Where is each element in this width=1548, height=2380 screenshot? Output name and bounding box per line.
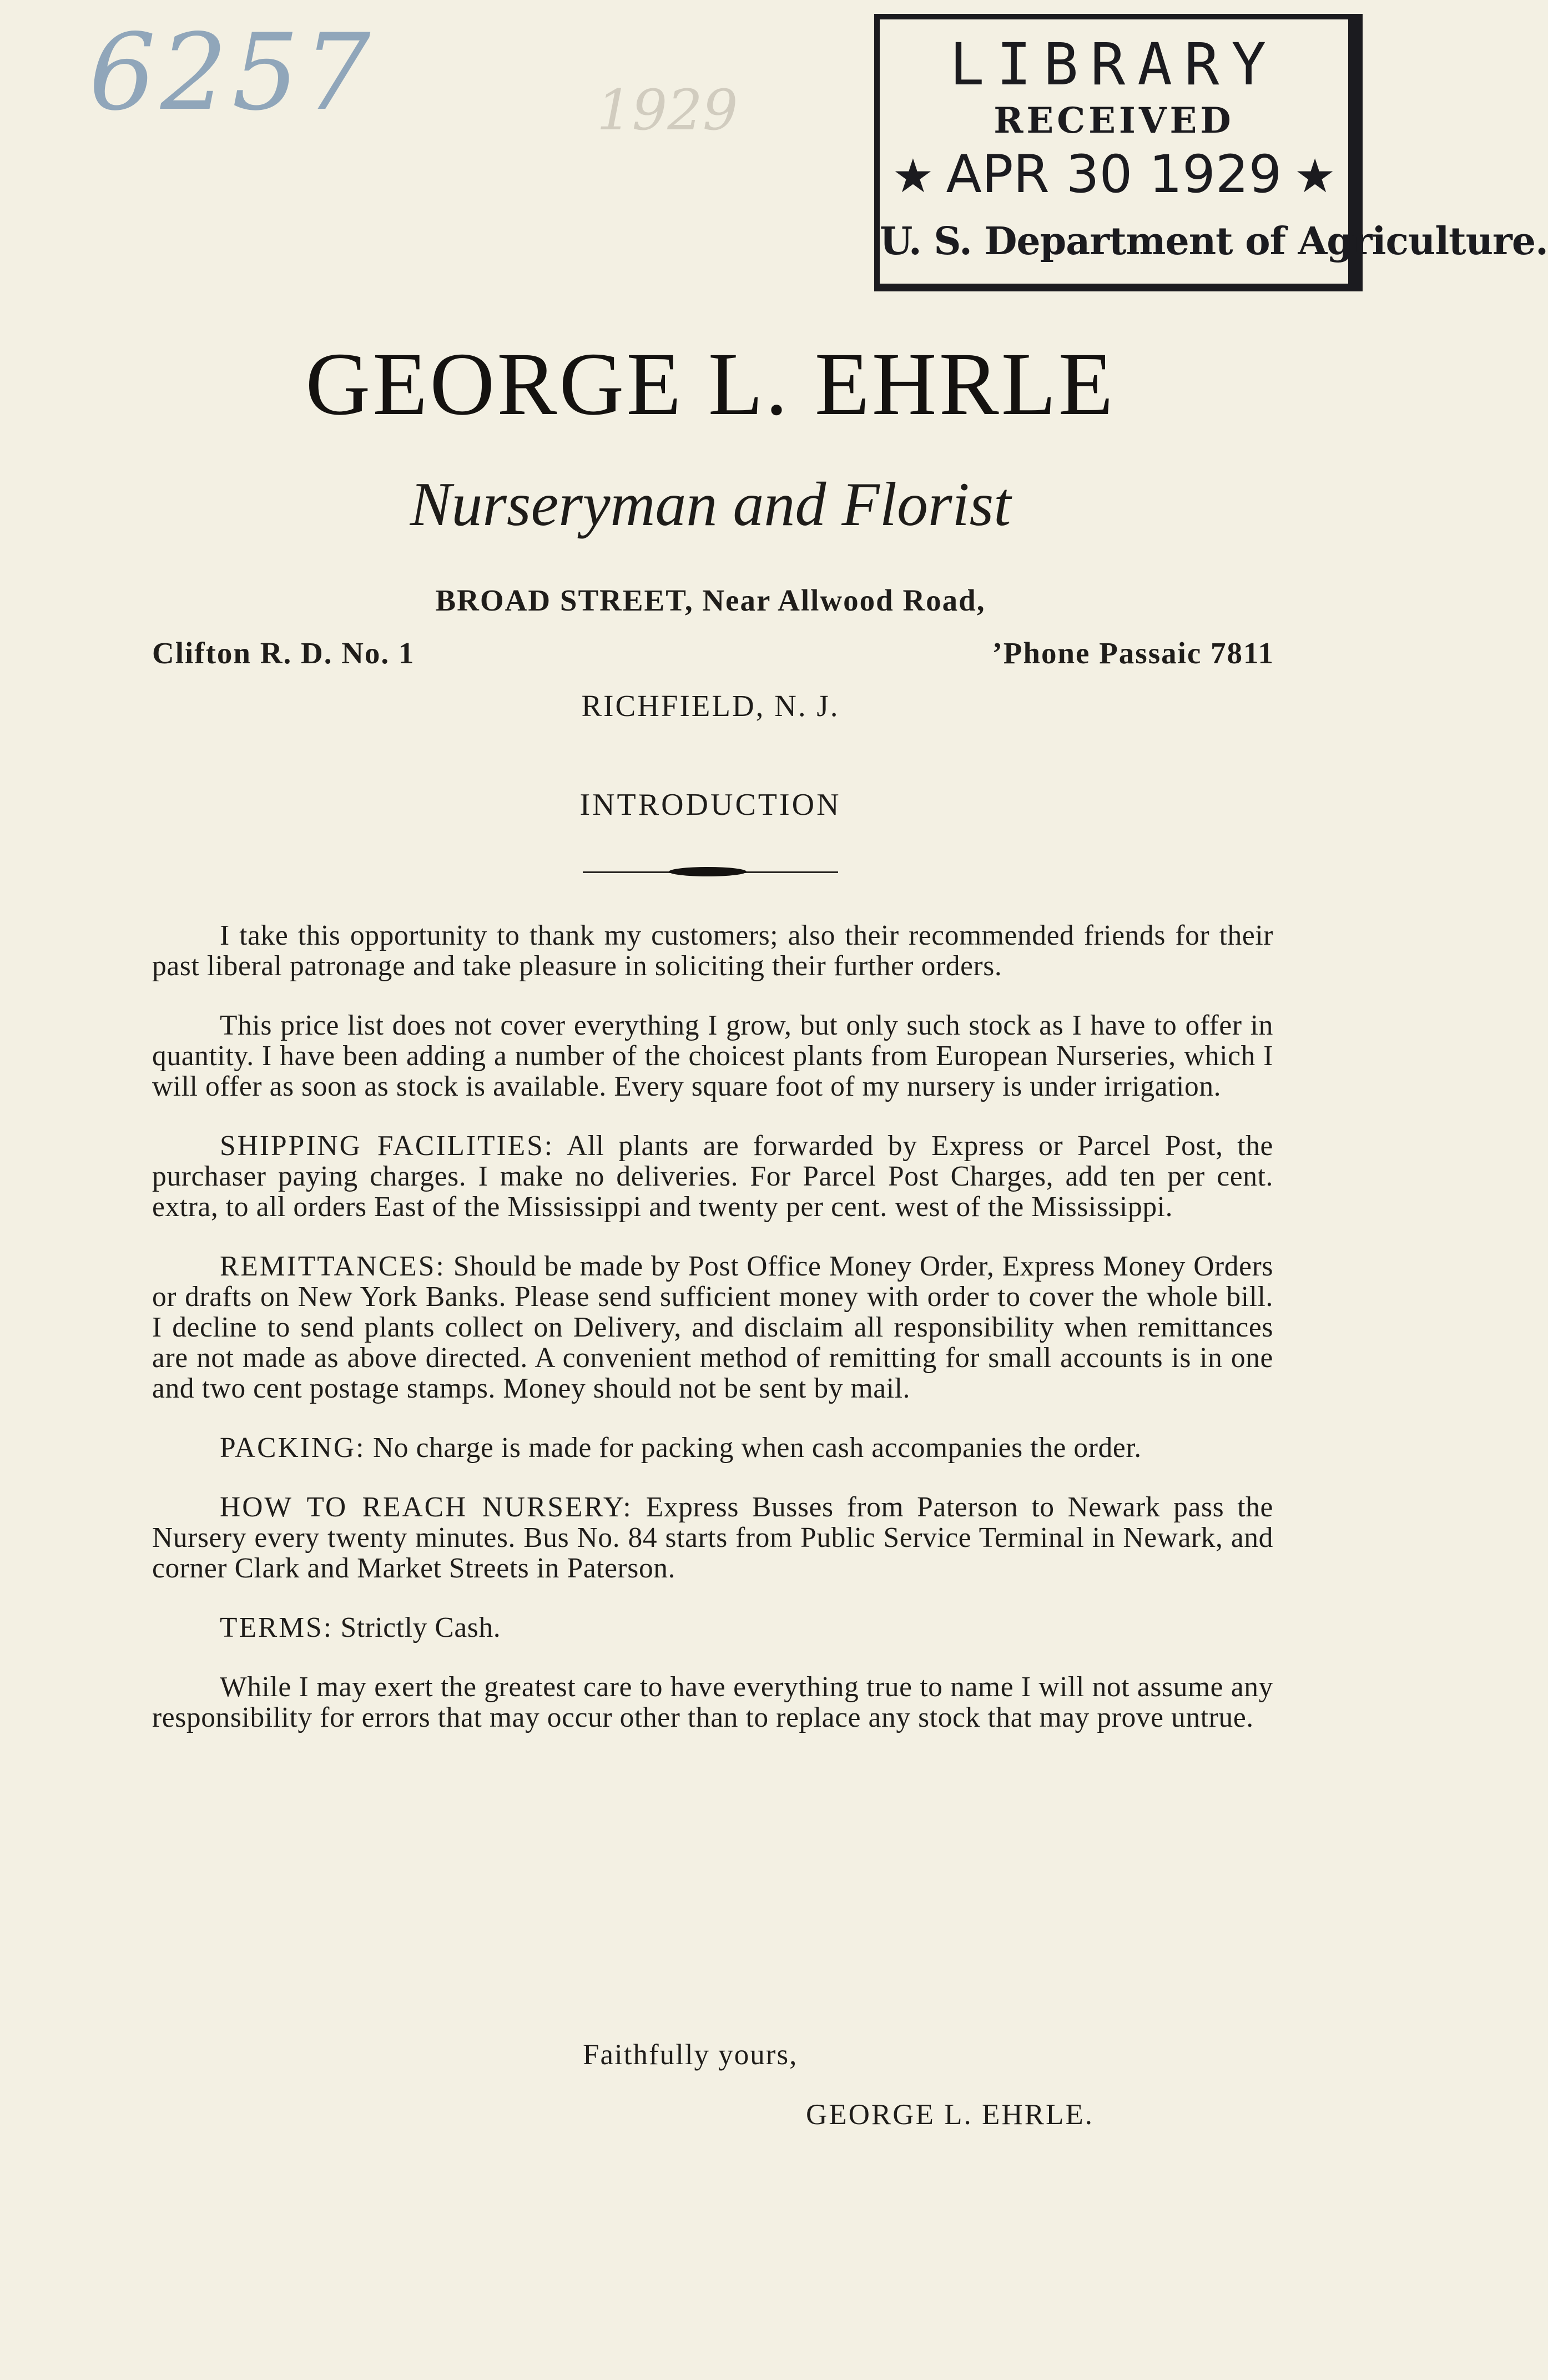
paragraph: This price list does not cover everything I grow, but only such stock as I have to offer in quantity. I have been adding a number of the choicest plants from European Nurseries, which I will offer as soon as stock is available. Every square foot of my nursery is under irrigation.: [152, 1010, 1273, 1102]
letter-closing: Faithfully yours,: [583, 2039, 798, 2071]
stamp-date-row: [880, 144, 1348, 205]
star-icon: ★: [892, 149, 934, 203]
street-address: BROAD STREET, Near Allwood Road,: [435, 583, 986, 617]
rural-route: Clifton R. D. No. 1: [152, 636, 415, 670]
shipping-paragraph: SHIPPING FACILITIES: All plants are forwarded by Express or Parcel Post, the purchaser paying charges. I make no deliveries. For Parcel Post Charges, add ten per cent. extra, to all orders East of the Mississippi and twenty per cent. west of the Mississippi.: [152, 1130, 1273, 1223]
city-state: RICHFIELD, N. J.: [581, 689, 840, 723]
paragraph-lead: PACKING:: [220, 1432, 366, 1464]
paragraph-lead: REMITTANCES:: [220, 1250, 446, 1282]
paragraph: I take this opportunity to thank my customers; also their recommended friends for their past liberal patronage and take pleasure in soliciting their further orders.: [152, 920, 1273, 982]
disclaimer-paragraph: While I may exert the greatest care to have everything true to name I will not assume any responsibility for errors that may occur other than to replace any stock that may prove untrue.: [152, 1671, 1273, 1733]
pencil-note: 1929: [597, 78, 738, 143]
paragraph-lead: HOW TO REACH NURSERY:: [220, 1491, 633, 1523]
star-icon: ★: [1294, 149, 1336, 203]
divider-ornament: [669, 867, 747, 876]
terms-paragraph: TERMS: Strictly Cash.: [220, 1612, 501, 1643]
stamp-date: APR 30 1929: [946, 144, 1282, 205]
packing-paragraph: PACKING: No charge is made for packing when cash accompanies the order.: [220, 1432, 1142, 1464]
directions-paragraph: HOW TO REACH NURSERY: Express Busses from Paterson to Newark pass the Nursery every twenty minutes. Bus No. 84 starts from Public Service Terminal in Newark, and corner Clark and Market Streets in Paterson.: [152, 1491, 1273, 1584]
business-subtitle: Nurseryman and Florist: [410, 470, 1011, 539]
handwritten-accession-number: 6257: [89, 11, 375, 134]
remittances-paragraph: REMITTANCES: Should be made by Post Office Money Order, Express Money Orders or drafts on New York Banks. Please send sufficient money with order to cover the whole bill. I decline to send plants collect on Delivery, and disclaim all responsibility when remittances are not made as above directed. A convenient method of remitting for small accounts is in one and two cent postage stamps. Money should not be sent by mail.: [152, 1250, 1273, 1404]
phone-number: ’Phone Passaic 7811: [992, 636, 1274, 670]
stamp-received-text: RECEIVED: [994, 100, 1234, 142]
paragraph-lead: SHIPPING FACILITIES:: [220, 1130, 554, 1162]
signature-name: GEORGE L. EHRLE.: [806, 2099, 1095, 2131]
stamp-library-text: LIBRARY: [949, 31, 1279, 98]
business-name-title: GEORGE L. EHRLE: [305, 335, 1116, 434]
library-received-stamp: [874, 14, 1548, 291]
stamp-department-text: U. S. Department of Agriculture.: [880, 219, 1548, 264]
paragraph-lead: TERMS:: [220, 1612, 334, 1643]
introduction-body: [152, 920, 1273, 1762]
section-heading: INTRODUCTION: [579, 788, 841, 822]
